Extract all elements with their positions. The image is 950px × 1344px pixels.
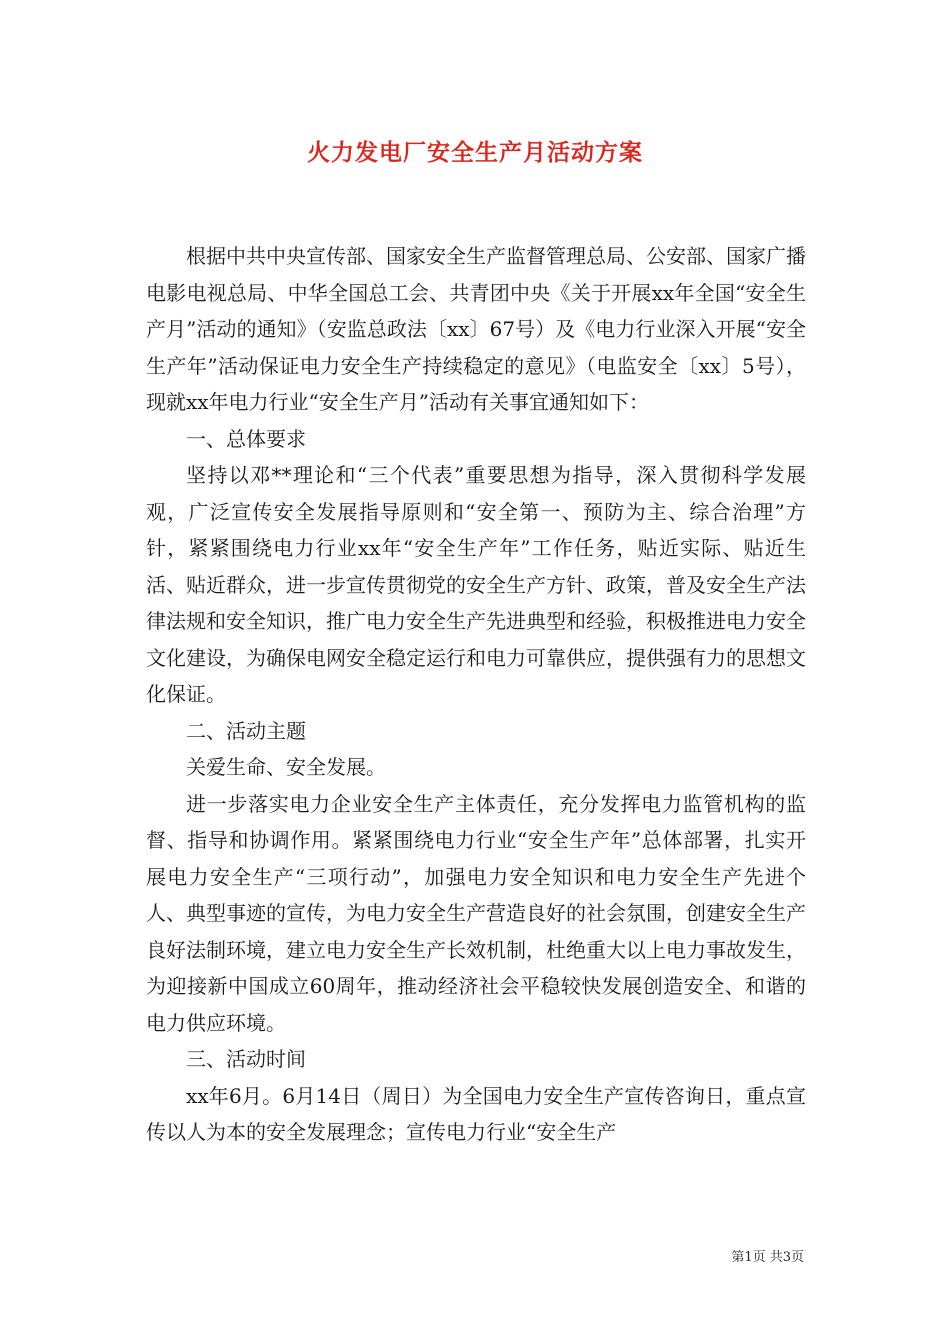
activity-time-paragraph: xx年6月。6月14日（周日）为全国电力安全生产宣传咨询日，重点宣传以人为本的安全发展理念；宣传电力行业“安全生产: [146, 1083, 806, 1144]
section-heading-activity-time: 三、活动时间: [186, 1047, 306, 1071]
document-title: 火力发电厂安全生产月活动方案: [307, 139, 643, 166]
section-heading-general-requirements: 一、总体要求: [186, 426, 306, 451]
document-body: [146, 238, 806, 1151]
activity-theme-slogan: 关爱生命、安全发展。: [186, 755, 386, 779]
intro-paragraph: 根据中共中央宣传部、国家安全生产监督管理总局、公安部、国家广播电影电视总局、中华全国总工会、共青团中央《关于开展xx年全国“安全生产月”活动的通知》（安监总政法〔xx〕67号）及《电力行业深入开展“安全生产年”活动保证电力安全生产持续稳定的意见》（电监安全〔xx〕5号），现就xx年电力行业“安全生产月”活动有关事宜通知如下：: [146, 244, 806, 414]
section-heading-activity-theme: 二、活动主题: [186, 718, 306, 743]
activity-theme-paragraph: 进一步落实电力企业安全生产主体责任，充分发挥电力监管机构的监督、指导和协调作用。紧紧围绕电力行业“安全生产年”总体部署，扎实开展电力安全生产“三项行动”，加强电力安全知识和电力安全生产先进个人、典型事迹的宣传，为电力安全生产营造良好的社会氛围，创建安全生产良好法制环境，建立电力安全生产长效机制，杜绝重大以上电力事故发生，为迎接新中国成立60周年，推动经济社会平稳较快发展创造安全、和谐的电力供应环境。: [146, 791, 806, 1035]
page-number-footer: 第1页 共3页: [731, 1250, 804, 1265]
general-requirements-paragraph: 坚持以邓**理论和“三个代表”重要思想为指导，深入贯彻科学发展观，广泛宣传安全发展指导原则和“安全第一、预防为主、综合治理”方针，紧紧围绕电力行业xx年“安全生产年”工作任务，贴近实际、贴近生活、贴近群众，进一步宣传贯彻党的安全生产方针、政策，普及安全生产法律法规和安全知识，推广电力安全生产先进典型和经验，积极推进电力安全文化建设，为确保电网安全稳定运行和电力可靠供应，提供强有力的思想文化保证。: [146, 463, 806, 706]
